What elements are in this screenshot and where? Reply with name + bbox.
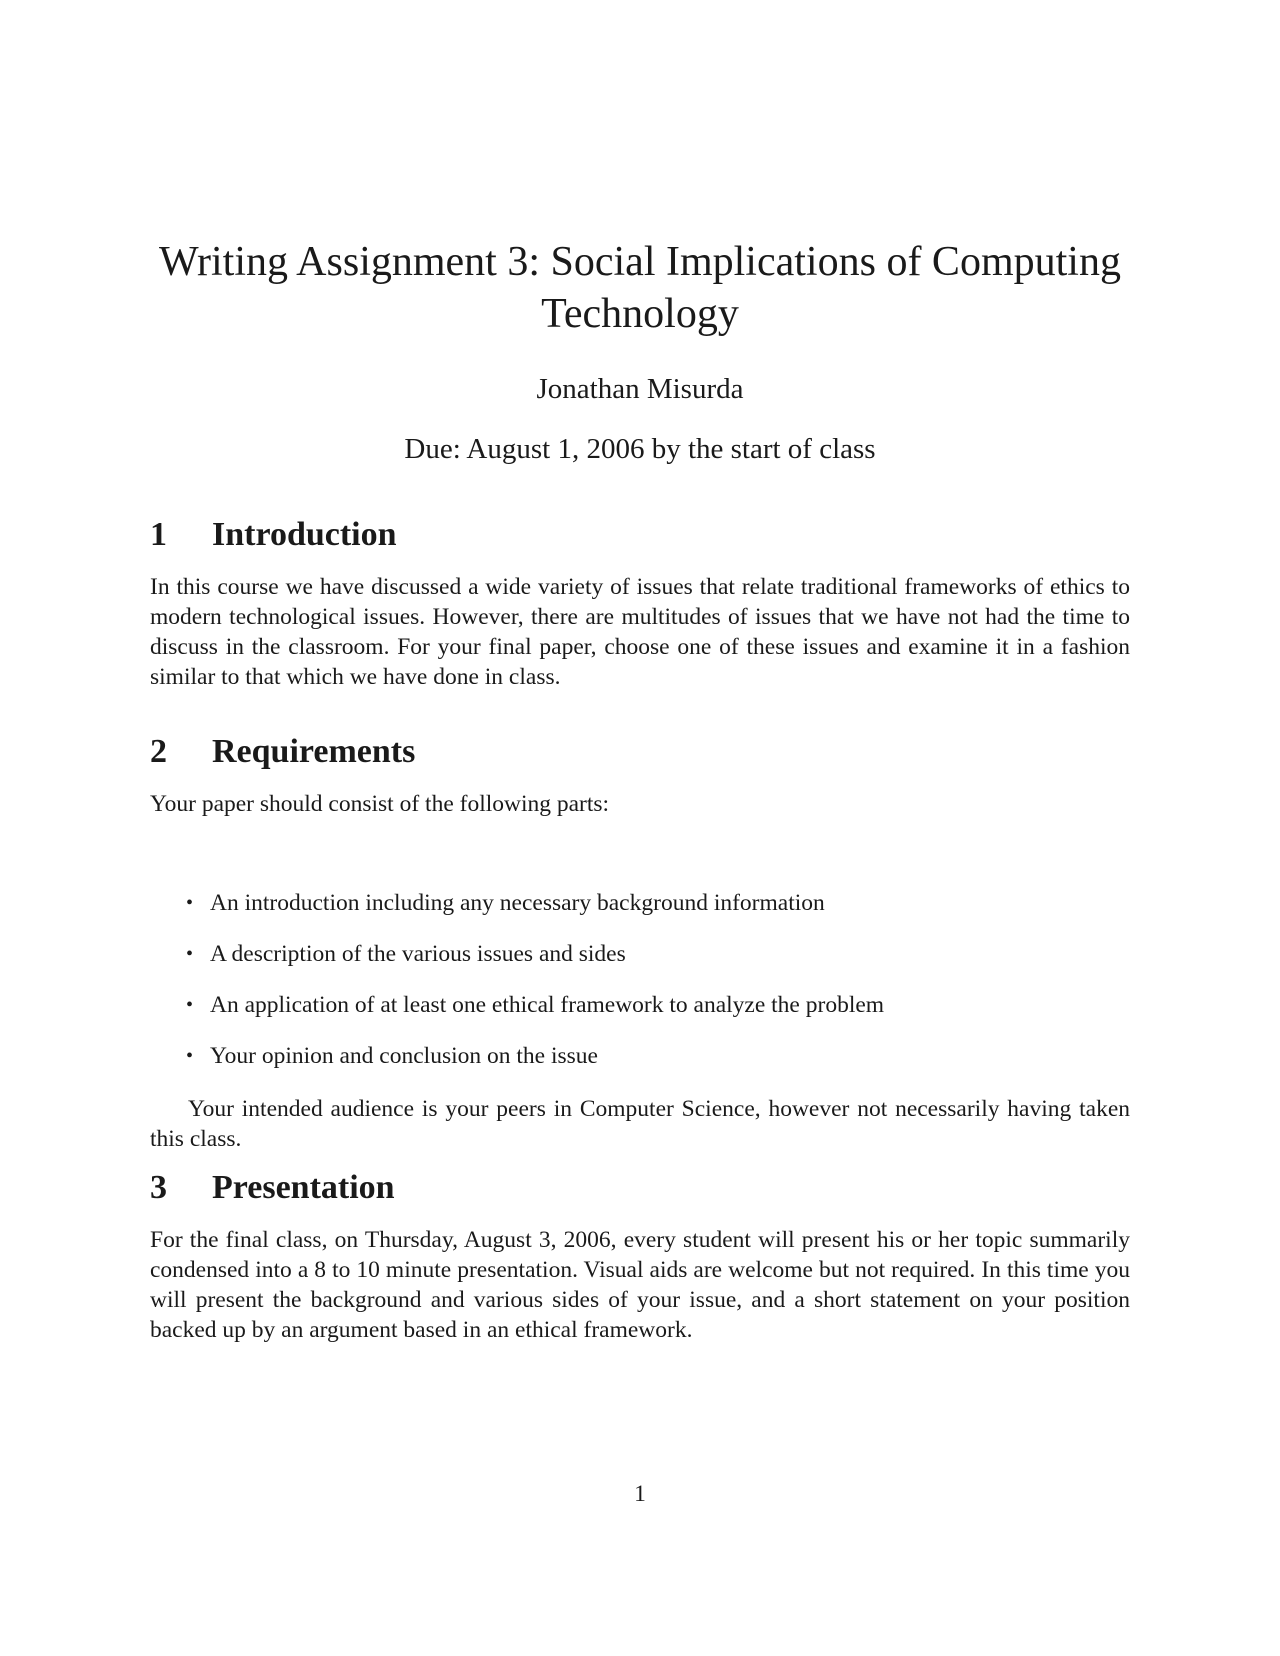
section-title: Requirements (212, 733, 416, 770)
section-heading-requirements (150, 732, 1130, 772)
bullet-icon: • (186, 1045, 194, 1067)
section-number: 2 (150, 733, 167, 770)
document-title: Writing Assignment 3: Social Implications of Computing Technology (159, 239, 1121, 337)
presentation-paragraph: For the final class, on Thursday, August 3, 2006, every student will present his or her topic summarily condensed into a 8 to 10 minute presentation. Visual aids are welcome but not required. In this time you will present the background and various sides of your issue, and a short statement on your position backed up by an argument based in an ethical framework. (150, 1227, 1130, 1343)
section-number: 1 (150, 516, 167, 553)
list-item-text: Your opinion and conclusion on the issue (210, 1043, 598, 1069)
requirements-list (186, 888, 1130, 1092)
list-item-text: A description of the various issues and sides (210, 941, 626, 967)
list-item-text: An introduction including any necessary background information (210, 890, 825, 916)
bullet-icon: • (186, 892, 194, 914)
list-item (186, 990, 1130, 1041)
section-title: Presentation (212, 1169, 395, 1206)
section-number: 3 (150, 1169, 167, 1206)
page-number: 1 (634, 1481, 646, 1507)
audience-paragraph: Your intended audience is your peers in Computer Science, however not necessarily having taken this class. (150, 1096, 1130, 1152)
list-item-text: An application of at least one ethical framework to analyze the problem (210, 992, 885, 1018)
list-item (186, 939, 1130, 990)
document-author: Jonathan Misurda (536, 373, 744, 405)
requirements-lead: Your paper should consist of the following parts: (150, 791, 610, 817)
bullet-icon: • (186, 943, 194, 965)
section-heading-presentation (150, 1168, 1130, 1208)
section-heading-introduction (150, 515, 1130, 555)
bullet-icon: • (186, 994, 194, 1016)
due-date: Due: August 1, 2006 by the start of class (404, 433, 876, 465)
list-item (186, 888, 1130, 939)
list-item (186, 1041, 1130, 1092)
introduction-paragraph: In this course we have discussed a wide variety of issues that relate traditional frameworks of ethics to modern technological issues. However, there are multitudes of issues that we have not had the time to discuss in the classroom. For your final paper, choose one of these issues and examine it in a fashion similar to that which we have done in class. (150, 574, 1130, 690)
section-title: Introduction (212, 516, 397, 553)
